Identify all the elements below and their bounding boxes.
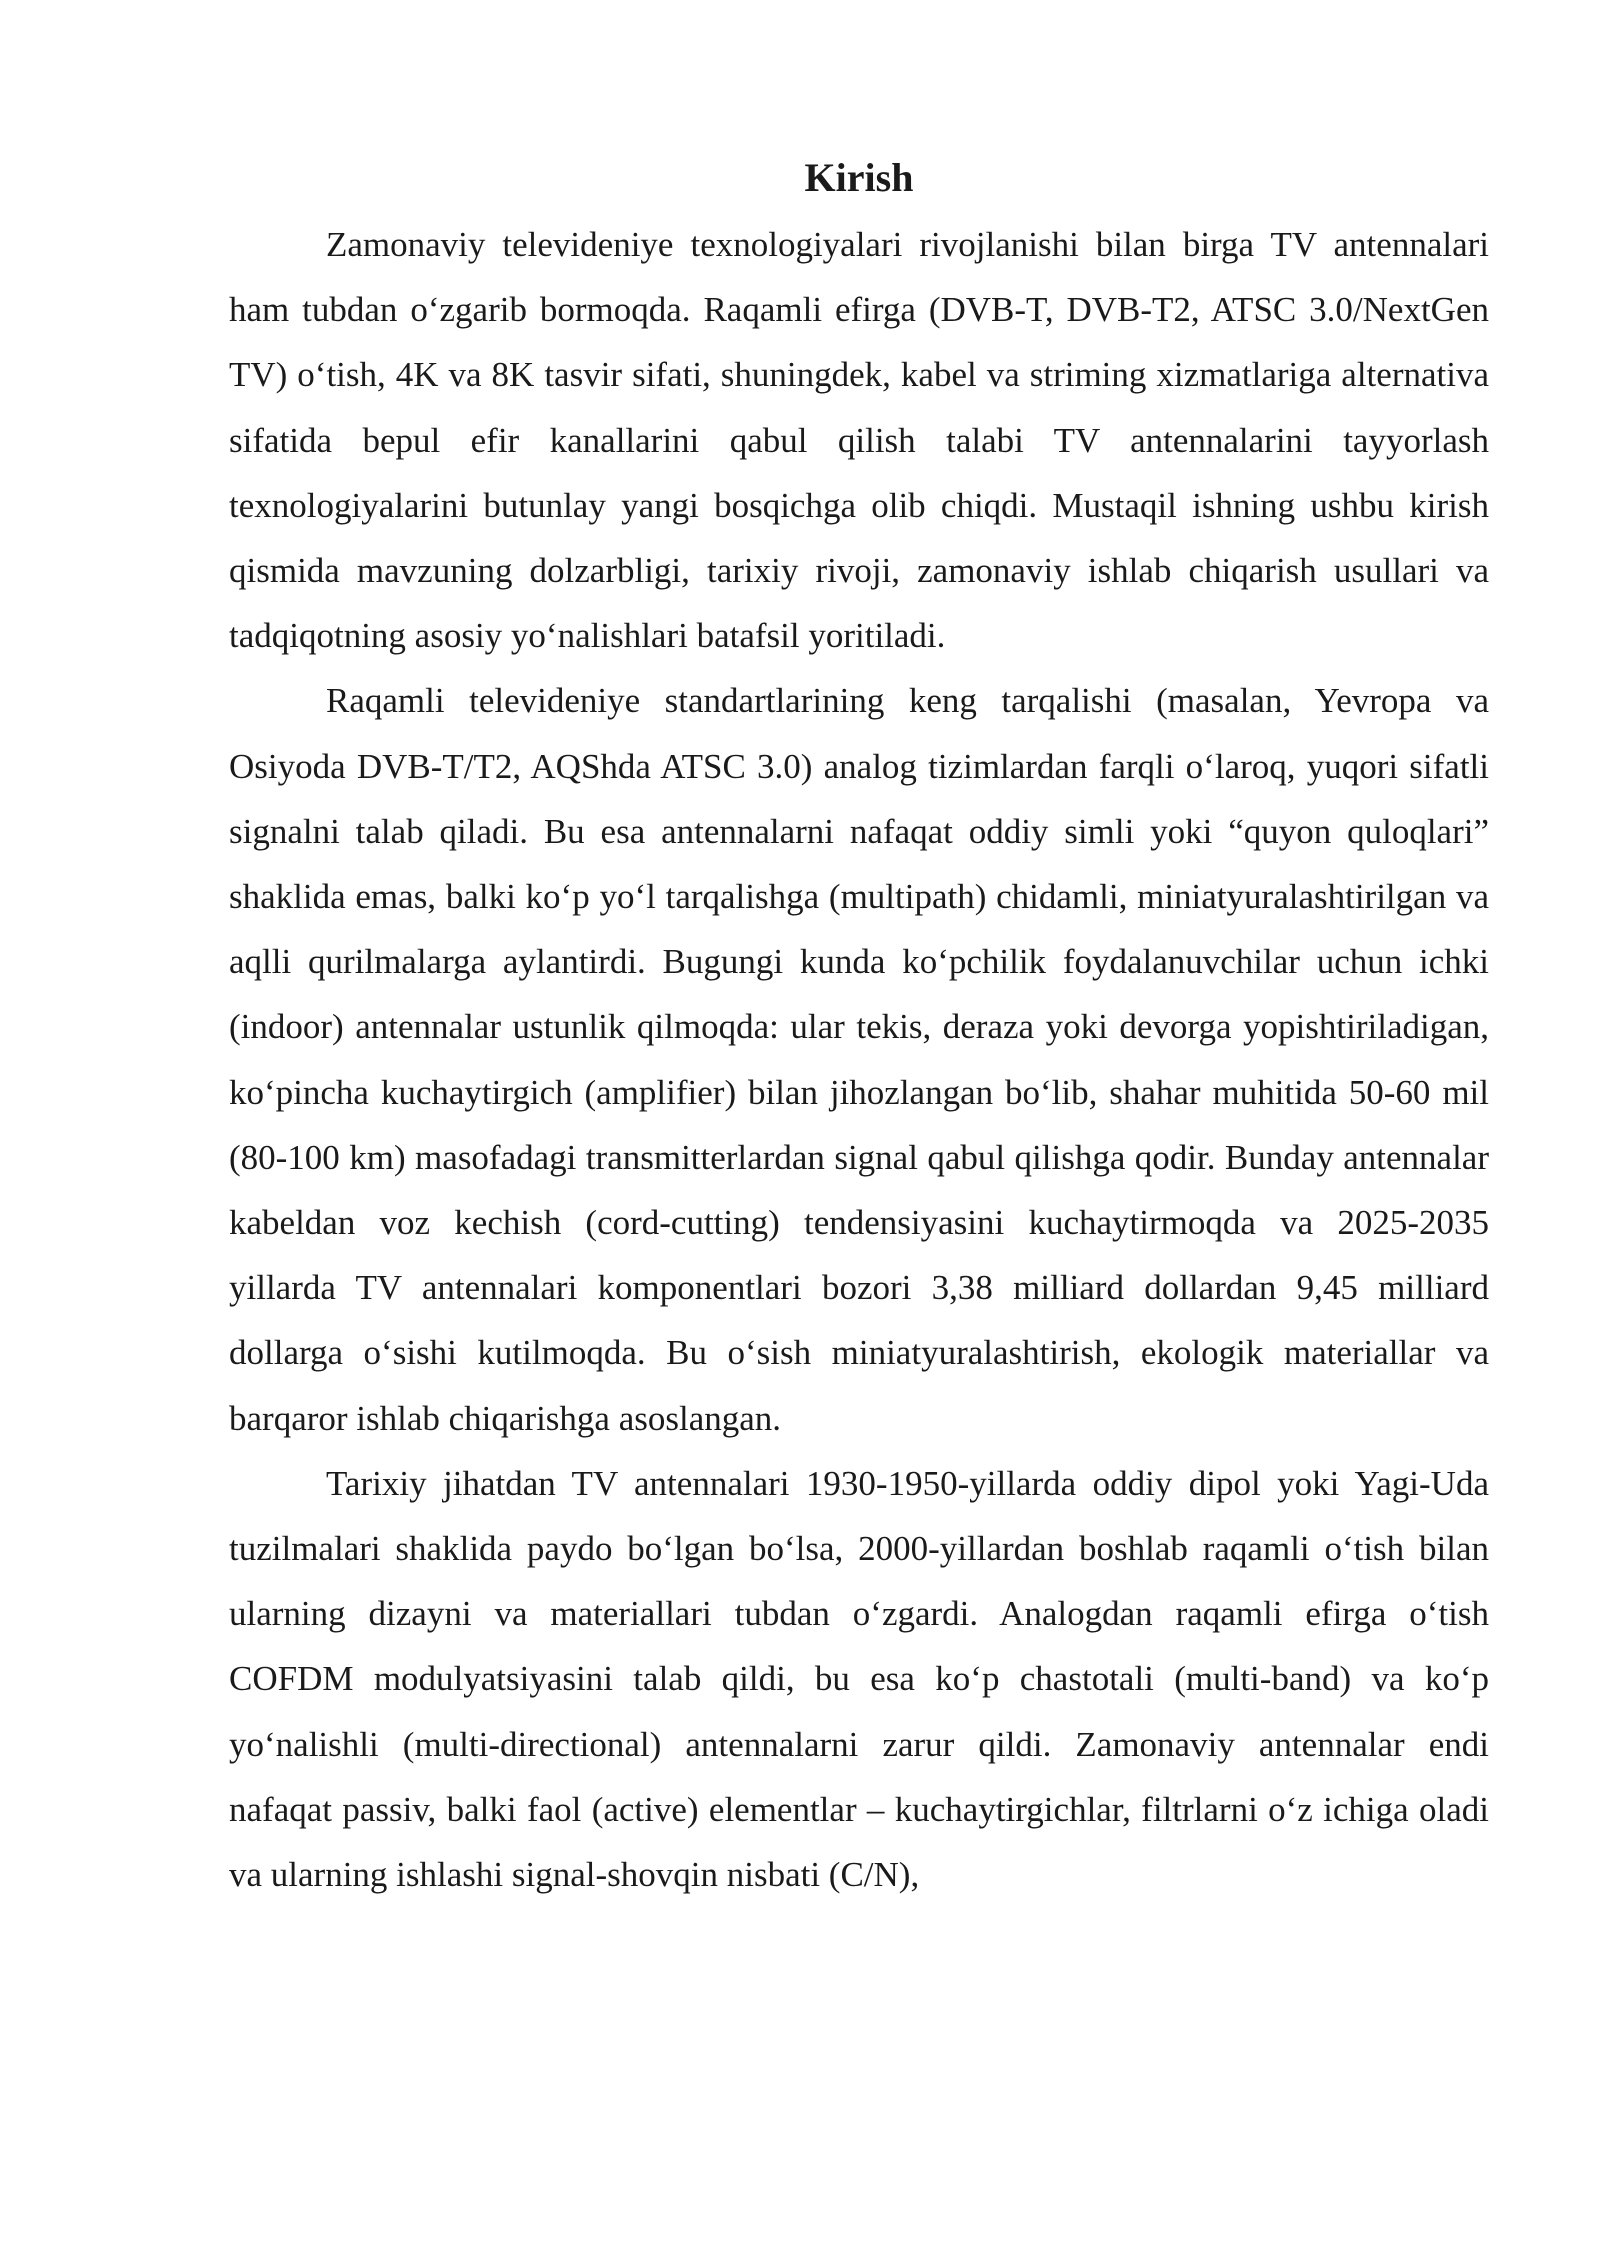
document-body xyxy=(229,150,1489,1907)
page-title: Kirish xyxy=(804,155,914,200)
paragraph-history: Tarixiy jihatdan TV antennalari 1930-1950-yillarda oddiy dipol yoki Yagi-Uda tuzilmalari shaklida paydo bo‘lgan bo‘lsa, 2000-yillardan boshlab raqamli o‘tish bilan ularning dizayni va materiallari tubdan o‘zgardi. Analogdan raqamli efirga o‘tish COFDM modulyatsiyasini talab qildi, bu esa ko‘p chastotali (multi-band) va ko‘p yo‘nalishli (multi-directional) antennalarni zarur qildi. Zamonaviy antennalar endi nafaqat passiv, balki faol (active) elementlar – kuchaytirgichlar, filtrlarni o‘z ichiga oladi va ularning ishlashi signal-shovqin nisbati (C/N), xyxy=(229,1463,1489,1895)
paragraph-intro: Zamonaviy televideniye texnologiyalari rivojlanishi bilan birga TV antennalari ham tubdan o‘zgarib bormoqda. Raqamli efirga (DVB-T, DVB-T2, ATSC 3.0/NextGen TV) o‘tish, 4K va 8K tasvir sifati, shuningdek, kabel va striming xizmatlariga alternativa sifatida bepul efir kanallarini qabul qilish talabi TV antennalarini tayyorlash texnologiyalarini butunlay yangi bosqichga olib chiqdi. Mustaqil ishning ushbu kirish qismida mavzuning dolzarbligi, tarixiy rivoji, zamonaviy ishlab chiqarish usullari va tadqiqotning asosiy yo‘nalishlari batafsil yoritiladi. xyxy=(229,225,1489,656)
paragraph-digital-standards: Raqamli televideniye standartlarining keng tarqalishi (masalan, Yevropa va Osiyoda DVB-T/T2, AQShda ATSC 3.0) analog tizimlardan farqli o‘laroq, yuqori sifatli signalni talab qiladi. Bu esa antennalarni nafaqat oddiy simli yoki “quyon quloqlari” shaklida emas, balki ko‘p yo‘l tarqalishga (multipath) chidamli, miniatyuralashtirilgan va aqlli qurilmalarga aylantirdi. Bugungi kunda ko‘pchilik foydalanuvchilar uchun ichki (indoor) antennalar ustunlik qilmoqda: ular tekis, deraza yoki devorga yopishtiriladigan, ko‘pincha kuchaytirgich (amplifier) bilan jihozlangan bo‘lib, shahar muhitida 50-60 mil (80-100 km) masofadagi transmitterlardan signal qabul qilishga qodir. Bunday antennalar kabeldan voz kechish (cord-cutting) tendensiyasini kuchaytirmoqda va 2025-2035 yillarda TV antennalari komponentlari bozori 3,38 milliard dollardan 9,45 milliard dollarga o‘sishi kutilmoqda. Bu o‘sish miniatyuralashtirish, ekologik materiallar va barqaror ishlab chiqarishga asoslangan. xyxy=(229,681,1489,1438)
